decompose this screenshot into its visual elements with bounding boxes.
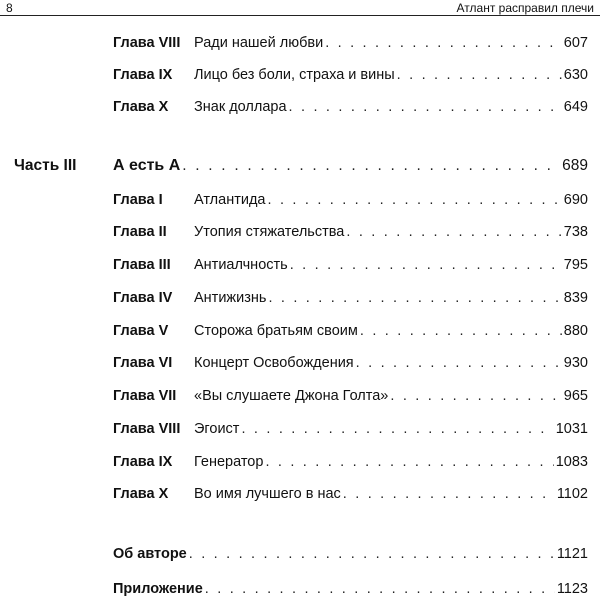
chapter-label: Глава X [113, 99, 169, 115]
chapter-label: Глава VI [113, 355, 173, 371]
chapter-title: Генератор [194, 454, 264, 470]
chapter-label: Глава VIII [113, 421, 181, 437]
chapter-page-number: 690 [563, 192, 588, 208]
leader-dots [267, 189, 561, 211]
chapter-page-number: 738 [563, 224, 588, 240]
toc-entry-part3-chapter-3 [0, 254, 600, 276]
page-number: 8 [6, 1, 13, 15]
chapter-page-number: 1102 [556, 486, 588, 502]
chapter-label: Глава III [113, 257, 171, 273]
leader-dots [360, 320, 562, 342]
chapter-title: Знак доллара [194, 99, 287, 115]
toc-entry-part3-chapter-9 [0, 451, 600, 473]
toc-entry-part3-chapter-5 [0, 320, 600, 342]
page-header [0, 0, 600, 16]
chapter-label: Глава II [113, 224, 167, 240]
leader-dots [325, 32, 562, 54]
chapter-title: Эгоист [194, 421, 240, 437]
toc-entry-chapter-9 [0, 64, 600, 86]
chapter-page-number: 607 [563, 35, 588, 51]
chapter-page-number: 795 [563, 257, 588, 273]
leader-dots [289, 96, 562, 118]
chapter-label: Глава IX [113, 454, 173, 470]
chapter-label: Глава VIII [113, 35, 181, 51]
chapter-title: Лицо без боли, страха и вины [194, 67, 395, 83]
back-matter-title: Об авторе [113, 546, 187, 562]
chapter-label: Глава IX [113, 67, 173, 83]
chapter-page-number: 1083 [555, 454, 588, 470]
leader-dots [241, 418, 553, 440]
back-matter-page-number: 1123 [556, 581, 588, 597]
toc-entry-part3-chapter-7 [0, 385, 600, 407]
chapter-label: Глава VII [113, 388, 177, 404]
leader-dots [346, 221, 561, 243]
leader-dots [390, 385, 561, 407]
chapter-title: «Вы слушаете Джона Голта» [194, 388, 389, 404]
toc-entry-chapter-8 [0, 32, 600, 54]
leader-dots [343, 483, 555, 505]
chapter-title: Антиалчность [194, 257, 288, 273]
chapter-title: Во имя лучшего в нас [194, 486, 341, 502]
toc-entry-part3-chapter-1 [0, 189, 600, 211]
toc-entry-part3-chapter-4 [0, 287, 600, 309]
toc-entry-chapter-10 [0, 96, 600, 118]
toc-entry-appendix [0, 578, 600, 600]
chapter-title: Сторожа братьям своим [194, 323, 358, 339]
chapter-page-number: 880 [563, 323, 588, 339]
back-matter-page-number: 1121 [556, 546, 588, 562]
chapter-title: Концерт Освобождения [194, 355, 354, 371]
part-title: А есть А [113, 157, 181, 174]
leader-dots [268, 287, 561, 309]
chapter-label: Глава X [113, 486, 169, 502]
leader-dots [205, 578, 555, 600]
toc-entry-part3-chapter-6 [0, 352, 600, 374]
chapter-label: Глава V [113, 323, 169, 339]
toc-entry-part3-chapter-8 [0, 418, 600, 440]
chapter-title: Антижизнь [194, 290, 267, 306]
chapter-label: Глава I [113, 192, 163, 208]
running-title: Атлант расправил плечи [456, 1, 594, 15]
chapter-page-number: 930 [563, 355, 588, 371]
toc-entry-part-3 [0, 155, 600, 177]
leader-dots [189, 543, 555, 565]
leader-dots [265, 451, 553, 473]
chapter-page-number: 839 [563, 290, 588, 306]
toc-entry-part3-chapter-10 [0, 483, 600, 505]
leader-dots [290, 254, 562, 276]
chapter-page-number: 1031 [555, 421, 588, 437]
leader-dots [397, 64, 562, 86]
chapter-title: Атлантида [194, 192, 266, 208]
chapter-title: Утопия стяжательства [194, 224, 345, 240]
part-page-number: 689 [562, 157, 588, 174]
chapter-title: Ради нашей любви [194, 35, 324, 51]
leader-dots [182, 155, 560, 177]
chapter-label: Глава IV [113, 290, 173, 306]
part-label: Часть III [14, 157, 77, 174]
chapter-page-number: 965 [563, 388, 588, 404]
chapter-page-number: 630 [563, 67, 588, 83]
header-rule [0, 15, 600, 16]
leader-dots [356, 352, 562, 374]
back-matter-title: Приложение [113, 581, 203, 597]
chapter-page-number: 649 [563, 99, 588, 115]
toc-entry-part3-chapter-2 [0, 221, 600, 243]
toc-entry-about-author [0, 543, 600, 565]
